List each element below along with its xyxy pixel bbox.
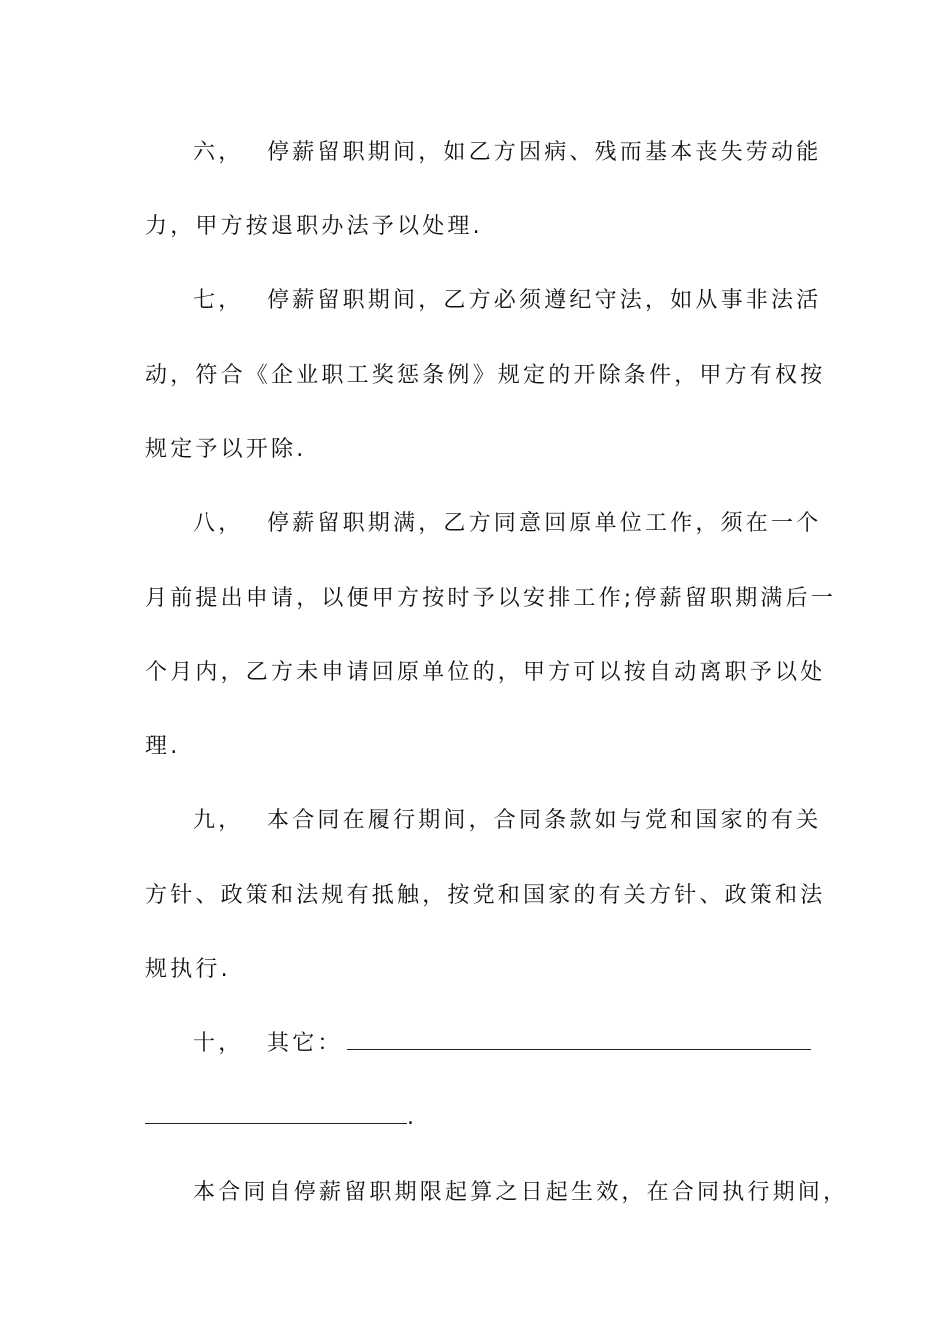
clause-six-number: 六， (193, 140, 244, 165)
clause-ten-label: 其它： (267, 1031, 343, 1056)
clause-ten-line-1 (193, 1029, 853, 1059)
clause-ten-number: 十， (193, 1031, 244, 1056)
clause-eight-line-1 (193, 509, 853, 539)
clause-eight-number: 八， (193, 511, 244, 536)
clause-seven-line-2: 动，符合《企业职工奖惩条例》规定的开除条件，甲方有权按 (145, 363, 826, 388)
clause-six-text-1: 停薪留职期间，如乙方因病、残而基本丧失劳动能 (267, 140, 822, 165)
clause-nine-line-1 (193, 806, 853, 836)
clause-eight-line-2: 月前提出申请，以便甲方按时予以安排工作;停薪留职期满后一 (145, 586, 837, 611)
clause-seven-line-1 (193, 286, 853, 316)
clause-ten-end-mark: . (407, 1105, 418, 1130)
clause-nine-text-1: 本合同在履行期间，合同条款如与党和国家的有关 (267, 808, 822, 833)
clause-six-line-1 (193, 138, 853, 168)
clause-six-line-2: 力，甲方按退职办法予以处理. (145, 214, 483, 239)
clause-nine-line-2: 方针、政策和法规有抵触，按党和国家的有关方针、政策和法 (145, 883, 826, 908)
clause-eight-line-3: 个月内，乙方未申请回原单位的，甲方可以按自动离职予以处 (145, 660, 826, 685)
clause-eight-text-1: 停薪留职期满，乙方同意回原单位工作，须在一个 (267, 511, 822, 536)
closing-line-1: 本合同自停薪留职期限起算之日起生效，在合同执行期间， (193, 1180, 849, 1205)
clause-ten-blank-2[interactable] (145, 1105, 407, 1124)
clause-seven-line-3: 规定予以开除. (145, 437, 307, 462)
clause-seven-text-1: 停薪留职期间，乙方必须遵纪守法，如从事非法活 (267, 288, 822, 313)
clause-ten-line-2 (145, 1103, 805, 1133)
clause-ten-blank-1[interactable] (347, 1031, 811, 1050)
clause-nine-number: 九， (193, 808, 244, 833)
clause-eight-line-4: 理. (145, 734, 181, 759)
clause-seven-number: 七， (193, 288, 244, 313)
clause-nine-line-3: 规执行. (145, 957, 231, 982)
